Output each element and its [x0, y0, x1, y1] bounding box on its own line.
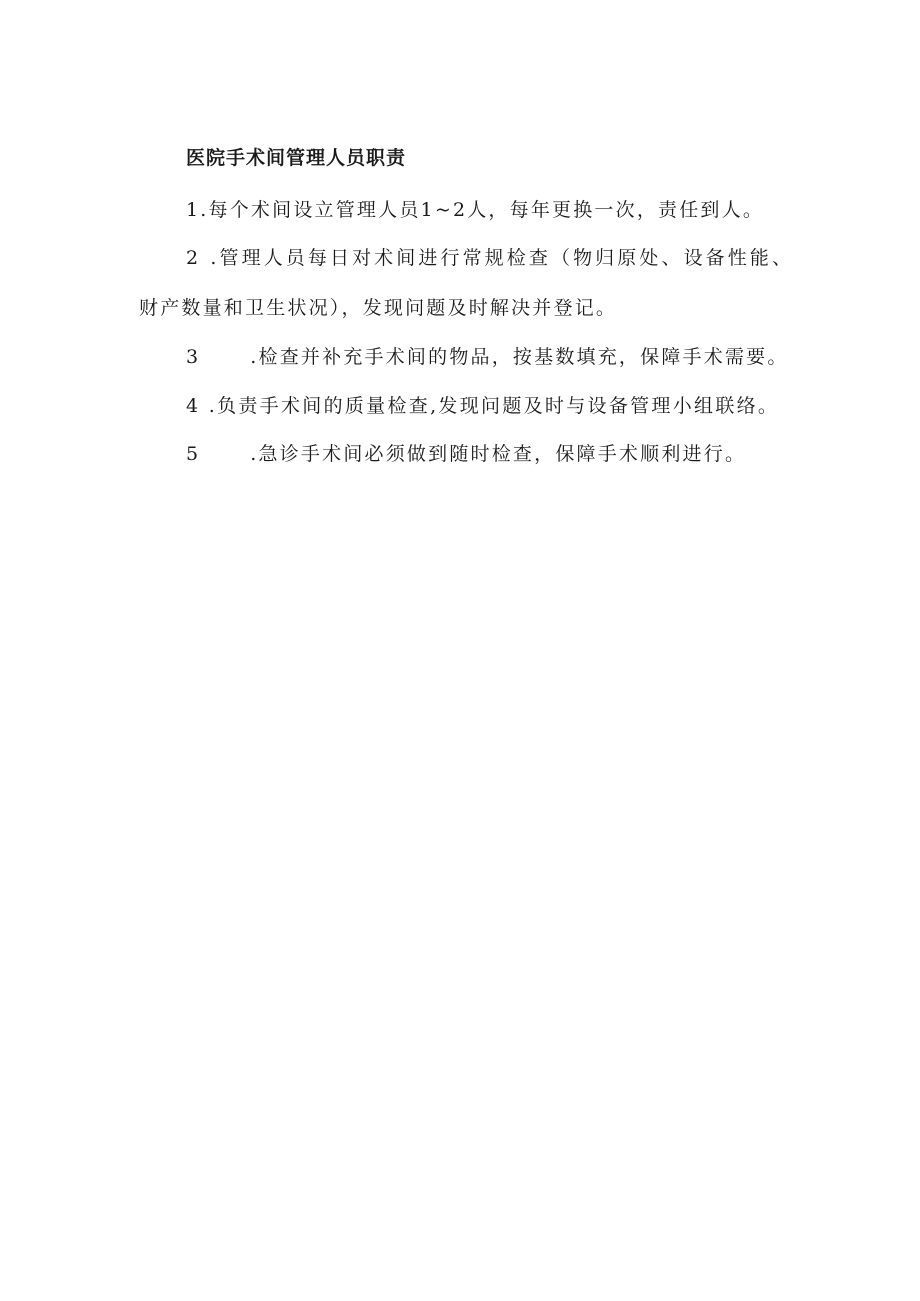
list-item	[186, 243, 794, 270]
item-text-line1: .管理人员每日对术间进行常规检查（物归原处、设备性能、	[210, 247, 795, 269]
item-number: 3	[186, 346, 201, 368]
item-number: 4	[186, 395, 201, 417]
list-item	[186, 195, 764, 222]
item-text: 每个术间设立管理人员1~2人，每年更换一次，责任到人。	[208, 199, 765, 221]
document-title: 医院手术间管理人员职责	[186, 147, 407, 169]
item-text: .急诊手术间必须做到随时检查，保障手术顺利进行。	[250, 443, 747, 465]
list-item	[186, 439, 746, 466]
item-number: 5	[186, 443, 201, 465]
list-item	[186, 342, 789, 369]
list-item	[186, 391, 779, 418]
list-item-continuation	[139, 293, 617, 320]
item-text-line2: 财产数量和卫生状况），发现问题及时解决并登记。	[139, 297, 618, 319]
item-text: .负责手术间的质量检查,发现问题及时与设备管理小组联络。	[208, 395, 780, 417]
item-number: 1.	[186, 199, 209, 221]
item-number: 2	[186, 247, 202, 269]
item-text: .检查并补充手术间的物品，按基数填充，保障手术需要。	[250, 346, 789, 368]
